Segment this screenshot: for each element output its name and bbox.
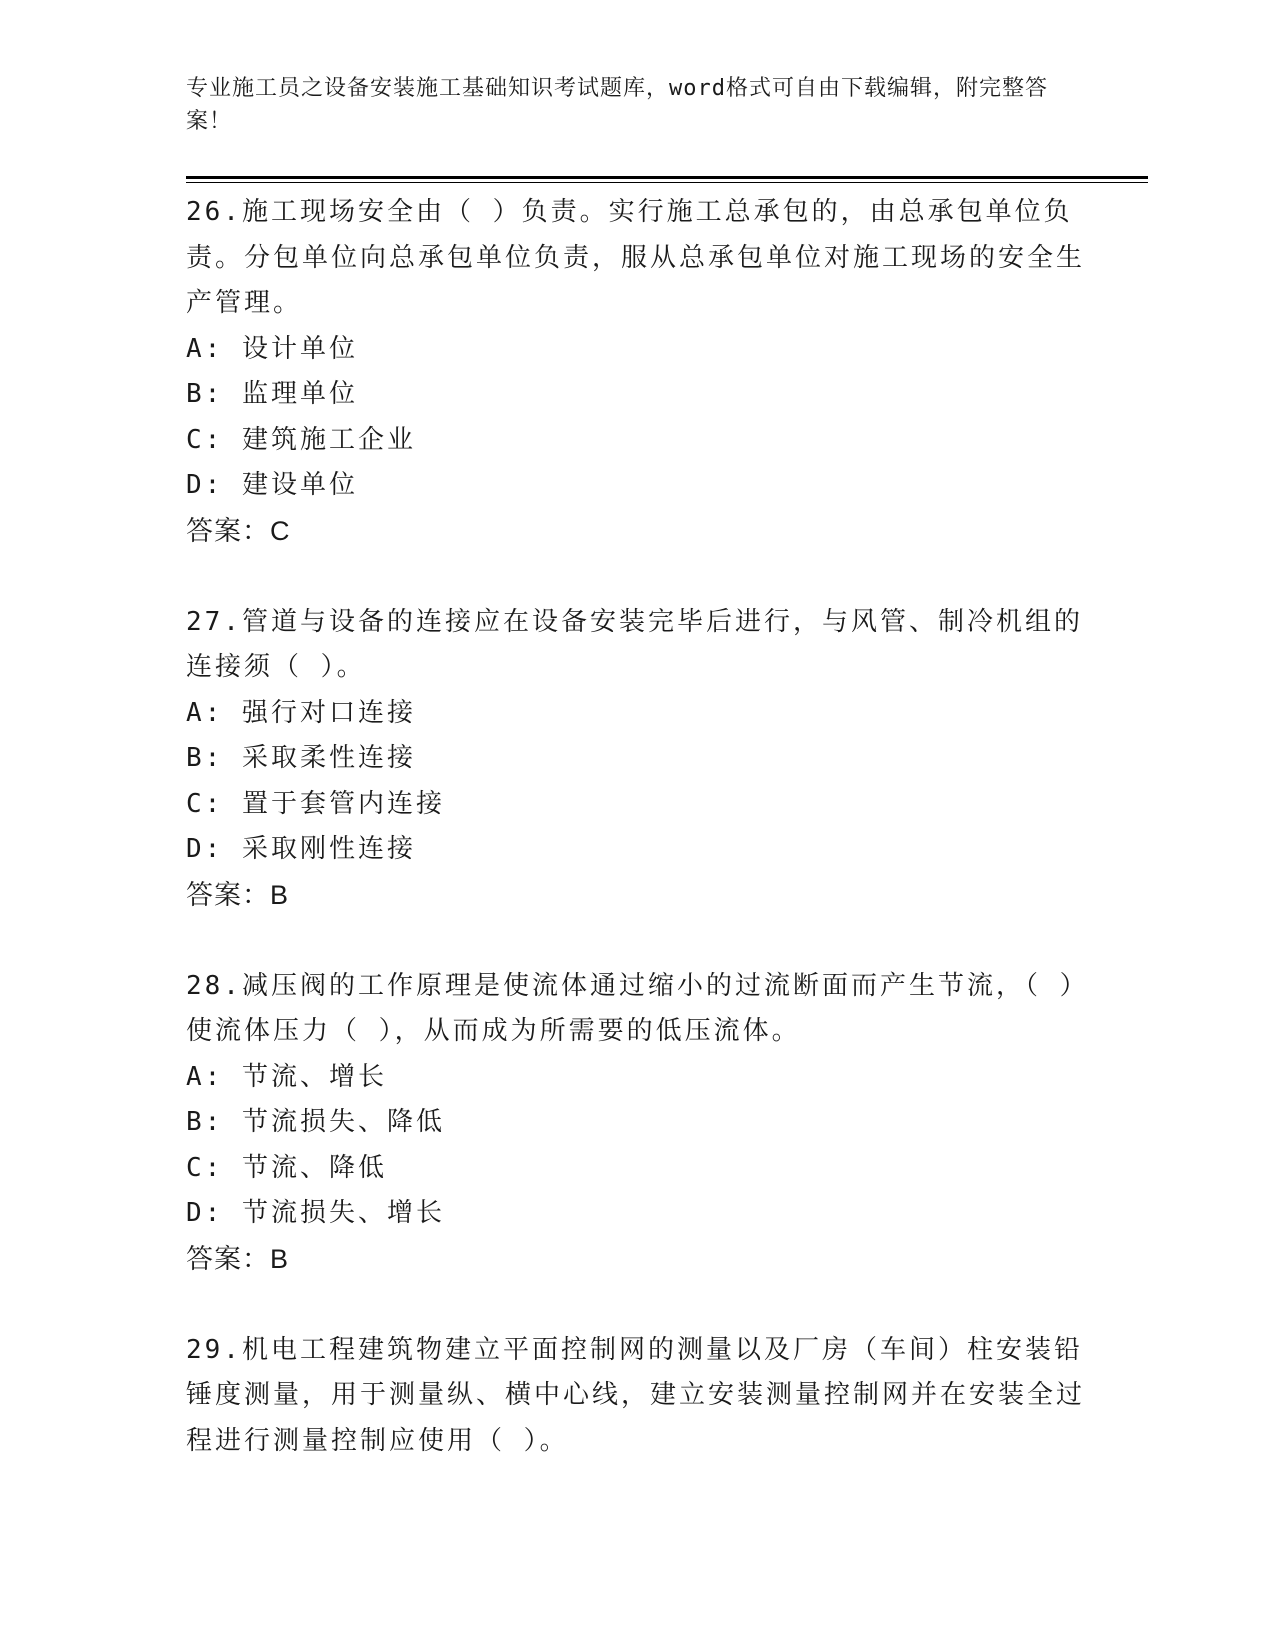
option-c: C: 节流、降低 bbox=[186, 1152, 387, 1183]
option-d: D: 节流损失、增长 bbox=[186, 1198, 445, 1228]
option-b: B: 采取柔性连接 bbox=[186, 743, 416, 773]
option-d: D: 采取刚性连接 bbox=[186, 834, 416, 864]
question-26 bbox=[186, 190, 1086, 554]
question-list bbox=[186, 190, 1086, 1464]
answer: 答案：B bbox=[186, 1243, 290, 1274]
question-28 bbox=[186, 964, 1086, 1283]
header-divider-thick bbox=[186, 176, 1148, 179]
question-stem: 28.减压阀的工作原理是使流体通过缩小的过流断面而产生节流，（ ）使流体压力（ ），从而成为所需要的低压流体。 bbox=[186, 970, 1076, 1046]
option-c: C: 建筑施工企业 bbox=[186, 424, 416, 455]
question-stem: 29.机电工程建筑物建立平面控制网的测量以及厂房（车间）柱安装铅锤度测量，用于测量纵、横中心线，建立安装测量控制网并在安装全过程进行测量控制应使用（ ）。 bbox=[186, 1334, 1086, 1456]
option-b: B: 监理单位 bbox=[186, 379, 358, 409]
option-c: C: 置于套管内连接 bbox=[186, 788, 445, 819]
answer: 答案：B bbox=[186, 879, 290, 910]
option-a: A: 强行对口连接 bbox=[186, 697, 416, 728]
header-divider-thin bbox=[186, 182, 1148, 183]
question-stem: 26.施工现场安全由（ ）负责。实行施工总承包的，由总承包单位负责。分包单位向总承包单位负责，服从总承包单位对施工现场的安全生产管理。 bbox=[186, 197, 1086, 318]
option-a: A: 设计单位 bbox=[186, 333, 358, 364]
option-d: D: 建设单位 bbox=[186, 470, 358, 500]
answer: 答案：C bbox=[186, 515, 291, 546]
question-stem: 27.管道与设备的连接应在设备安装完毕后进行，与风管、制冷机组的连接须（ ）。 bbox=[186, 606, 1083, 682]
document-header: 专业施工员之设备安装施工基础知识考试题库，word格式可自由下载编辑，附完整答案！ bbox=[186, 76, 1048, 134]
question-27 bbox=[186, 600, 1086, 919]
question-29 bbox=[186, 1328, 1086, 1465]
option-b: B: 节流损失、降低 bbox=[186, 1107, 445, 1137]
option-a: A: 节流、增长 bbox=[186, 1061, 387, 1092]
